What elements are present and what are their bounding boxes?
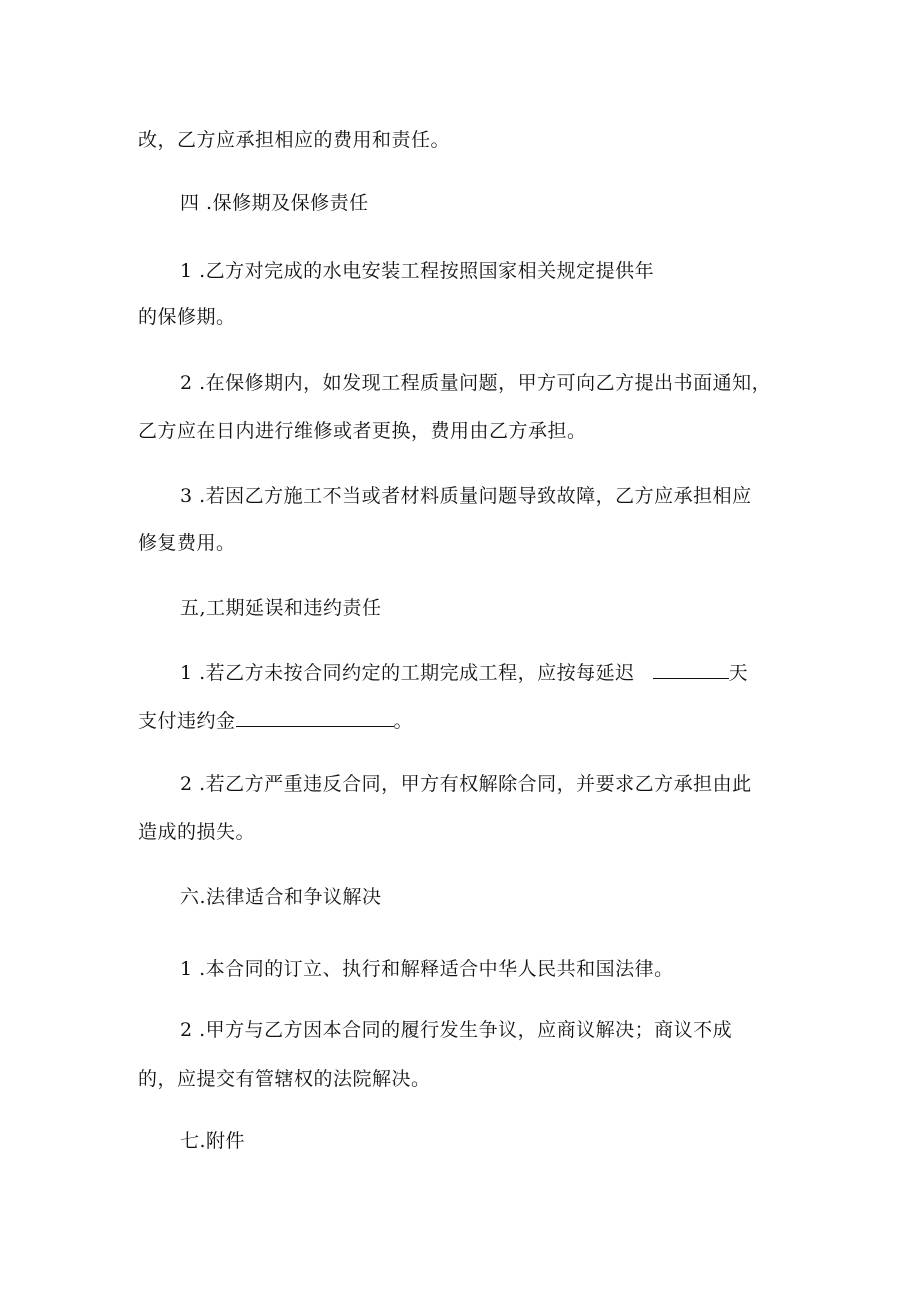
text-line: 2 .若乙方严重违反合同，甲方有权解除合同，并要求乙方承担由此 xyxy=(180,773,752,795)
days-blank-field[interactable] xyxy=(653,660,729,679)
penalty-line xyxy=(138,708,413,733)
text-line: 的保修期。 xyxy=(138,306,236,328)
penalty-text: 支付违约金 xyxy=(138,710,236,732)
section-heading-delay: 五,工期延误和违约责任 xyxy=(180,597,382,619)
text-line: 2 .甲方与乙方因本合同的履行发生争议，应商议解决；商议不成 xyxy=(180,1019,733,1041)
text-line: 的，应提交有管辖权的法院解决。 xyxy=(138,1068,431,1090)
penalty-line-end: 。 xyxy=(393,710,414,732)
delay-clause-text: 1 .若乙方未按合同约定的工期完成工程，应按每延迟 xyxy=(180,662,635,684)
penalty-blank-field[interactable] xyxy=(236,708,394,727)
text-line: 改，乙方应承担相应的费用和责任。 xyxy=(138,129,451,151)
text-line: 3 .若因乙方施工不当或者材料质量问题导致故障，乙方应承担相应 xyxy=(180,485,752,507)
section-heading-law: 六.法律适合和争议解决 xyxy=(180,886,382,908)
days-unit: 天 xyxy=(728,662,749,684)
delay-clause-line xyxy=(180,660,748,685)
text-line: 造成的损失。 xyxy=(138,821,256,843)
section-heading-warranty: 四 .保修期及保修责任 xyxy=(180,192,369,214)
text-line: 1 .本合同的订立、执行和解释适合中华人民共和国法律。 xyxy=(180,958,674,980)
text-line: 乙方应在日内进行维修或者更换，费用由乙方承担。 xyxy=(138,420,587,442)
text-line: 2 .在保修期内，如发现工程质量问题，甲方可向乙方提出书面通知， xyxy=(180,372,772,394)
section-heading-attachments: 七.附件 xyxy=(180,1130,246,1152)
text-line: 1 .乙方对完成的水电安装工程按照国家相关规定提供年 xyxy=(180,260,655,282)
text-line: 修复费用。 xyxy=(138,532,236,554)
